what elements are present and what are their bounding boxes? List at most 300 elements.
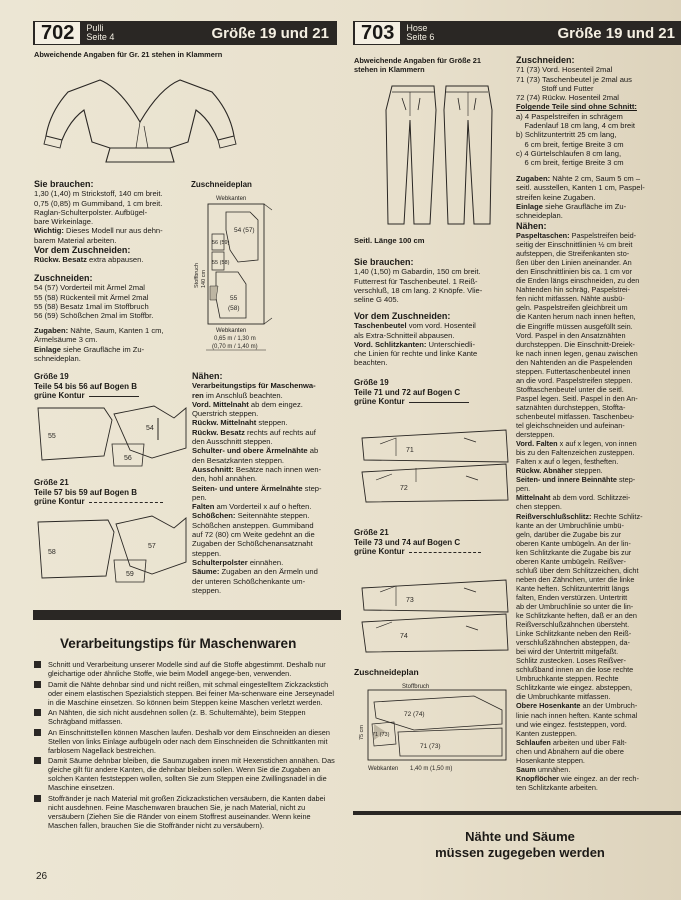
- line: Kanten zusteppen.: [516, 728, 577, 738]
- text-line: [516, 475, 680, 484]
- plan-piece-label: 71 (73): [420, 743, 441, 750]
- plan-piece-label: Webkanten: [368, 766, 399, 772]
- text-line: [516, 448, 680, 457]
- label: Seiten- und untere Ärmelnähte: [192, 483, 303, 493]
- tip-text: Schnitt und Verarbeitung unserer Modelle sind auf die Stoffe abgestimmt. Deshalb nur gleichartige oder ähnliche Stoffe, wie beim Modell angege-ben, verwenden.: [48, 660, 326, 678]
- text-line: [516, 376, 680, 385]
- label: ren: [192, 390, 204, 400]
- line: im Anschluß beachten.: [203, 390, 283, 400]
- line: Nähte 2 cm, Saum 5 cm –: [550, 174, 641, 183]
- text-line: [516, 502, 680, 511]
- line: Teile 73 und 74 auf Bogen C: [354, 537, 461, 547]
- line: schneideplan.: [34, 353, 81, 363]
- bullet-square-icon: [34, 661, 41, 668]
- line: ab dem eingez.: [248, 399, 303, 409]
- line: Ärmelsäume 3 cm.: [34, 335, 98, 345]
- text-line: [516, 629, 680, 638]
- line: step-: [616, 475, 636, 485]
- pattern-piece-label: 73: [406, 597, 414, 604]
- right-g21-pieces: [356, 558, 514, 658]
- right-sie-brauchen: [354, 258, 514, 304]
- line: Paspelstreifen beid-: [569, 231, 637, 241]
- plan-piece-label: 54 (57): [234, 227, 255, 234]
- tips-list: [34, 660, 340, 832]
- pattern-piece-label: 59: [126, 571, 134, 578]
- left-g19: [34, 372, 194, 401]
- bullet-square-icon: [34, 795, 41, 802]
- line: kante an der Umbruchlinie umbü-: [516, 520, 624, 530]
- line: 1,40 (1,50) m Gabardin, 150 cm breit.: [354, 267, 481, 277]
- bullet-square-icon: [34, 709, 41, 716]
- text-line: [516, 747, 680, 756]
- line: c) 4 Gürtelschlaufen 8 cm lang,: [516, 148, 622, 158]
- tip-item: [34, 660, 340, 678]
- left-naehen: [192, 372, 338, 595]
- line: ke Schlitzkante heften, daß er an den: [516, 611, 637, 621]
- line: 72 (74) Rückw. Hosenteil 2mal: [516, 93, 619, 103]
- label: Reißverschlußschlitz:: [516, 511, 592, 521]
- text-line: [192, 577, 338, 586]
- line: ken Schlitzkante die Zugabe bis zur: [516, 547, 632, 557]
- line: wie eingez. an der rech-: [558, 773, 639, 783]
- line: neben den Zähnchen, unter die linke: [516, 574, 635, 584]
- line: bis zu den Faltenzeichen zusteppen.: [516, 448, 635, 458]
- text-line: [192, 428, 338, 437]
- line: und wie eingez. feststeppen, vord.: [516, 719, 627, 729]
- text-line: [516, 466, 680, 475]
- text-line: [192, 539, 338, 548]
- label: Seiten- und innere Beinnähte: [516, 475, 617, 485]
- text-line: [516, 430, 680, 439]
- line: streifen keine Zugaben.: [516, 192, 596, 202]
- text-line: [192, 558, 338, 567]
- pulli-illustration: [40, 62, 240, 168]
- text-line: [192, 493, 338, 502]
- line: a) 4 Paspelstreifen in schrägem: [516, 111, 623, 121]
- left-zuschneiden: [34, 274, 184, 320]
- text-line: [516, 765, 680, 774]
- text-line: [516, 539, 680, 548]
- text-line: [516, 674, 680, 683]
- line: Zugaben an den Ärmeln und: [219, 567, 318, 577]
- line: schluß über dem Schlitzzeichen, dicht: [516, 565, 639, 575]
- plan-piece-label: (0,70 m / 1,40 m): [212, 344, 258, 350]
- header-labels: [86, 24, 114, 42]
- text-line: [516, 439, 680, 448]
- kontur-line: [409, 547, 481, 553]
- category: Pulli: [86, 23, 104, 33]
- right-g19-pieces: [356, 408, 514, 508]
- text-line: [516, 701, 680, 710]
- line: Linke Schlitzkante neben den Reiß-: [516, 629, 632, 639]
- line: umnähen.: [535, 764, 571, 774]
- plan-piece-label: 1,40 m (1,50 m): [410, 766, 453, 772]
- plan-piece-label: (58): [228, 305, 240, 312]
- text-line: [192, 381, 338, 390]
- plan-piece-label: Webkanten: [216, 196, 247, 202]
- text-line: [516, 738, 680, 747]
- label: Vord. Falten: [516, 439, 558, 449]
- pattern-piece-label: 72: [400, 485, 408, 492]
- plan-piece-label: 55: [230, 295, 238, 302]
- line: Stofftaschenbeutel unter die seitl.: [516, 384, 624, 394]
- line: geln, darüber die Zugabe bis zur: [516, 529, 622, 539]
- label: Säume:: [192, 567, 220, 577]
- heading: Sie brauchen:: [354, 257, 414, 267]
- line: siehe Graufläche im Zu-: [61, 344, 145, 354]
- text-line: [516, 575, 680, 584]
- text-line: [192, 586, 338, 595]
- label: Rückw. Besatz: [192, 427, 245, 437]
- line: Besätze nach innen wen-: [233, 464, 322, 474]
- line: den Nahtenden an die Paspelenden: [516, 357, 633, 367]
- text-line: [516, 521, 680, 530]
- heading: Vor dem Zuschneiden:: [354, 311, 451, 321]
- hose-illustration: [384, 80, 494, 230]
- line: den, hohl annähen.: [192, 474, 258, 484]
- kontur-row: [354, 547, 514, 557]
- label: Taschenbeutel: [354, 321, 407, 331]
- left-sie-brauchen: [34, 180, 182, 245]
- left-g21-pieces: [34, 512, 190, 588]
- label: Rückw. Abnäher: [516, 466, 573, 476]
- pattern-piece-label: 58: [48, 549, 56, 556]
- label: Ausschnitt:: [192, 464, 234, 474]
- text-line: [516, 620, 680, 629]
- label: Rückw. Mittelnaht: [192, 418, 257, 428]
- line: seitl. ausstellen, Kanten 1 cm, Paspel-: [516, 183, 645, 193]
- plan-piece-label: 75 cm: [359, 725, 365, 740]
- text-line: [516, 530, 680, 539]
- text-line: [516, 394, 680, 403]
- line: falten, Enden verstürzen. Untertritt: [516, 592, 628, 602]
- line: dersteppen.: [516, 430, 555, 440]
- line: grüne Kontur: [354, 547, 405, 556]
- left-g21: [34, 478, 194, 507]
- line: steppen.: [572, 466, 603, 476]
- line: Kante heften. Schlitzuntertritt längs: [516, 583, 630, 593]
- text-line: [516, 331, 680, 340]
- line: als Extra-Schnitteil abpausen.: [354, 330, 455, 340]
- line: barem Material arbeiten.: [34, 235, 117, 245]
- kontur-row: [354, 397, 514, 407]
- bullet-square-icon: [34, 729, 41, 736]
- line: Schlitz zustecken. Loses Reißver-: [516, 656, 626, 666]
- pattern-number: 703: [355, 22, 400, 44]
- text-line: [516, 403, 680, 412]
- page-ref: Seite 6: [406, 32, 435, 42]
- line: steppen.: [256, 418, 288, 428]
- pattern-piece-label: 55: [48, 433, 56, 440]
- line: Teile 57 bis 59 auf Bogen B: [34, 487, 137, 497]
- line: aufsteppen, die Streifenkanten sto-: [516, 249, 630, 259]
- text-line: [192, 437, 338, 446]
- line: Teile 54 bis 56 auf Bogen B: [34, 381, 137, 391]
- text-line: [192, 446, 338, 455]
- line: 54 (57) Vorderteil mit Ärmel 2mal: [34, 283, 145, 293]
- label: Zugaben:: [34, 326, 69, 335]
- pattern-piece-label: 56: [124, 455, 132, 462]
- line: 6 cm breit, fertige Breite 3 cm: [516, 139, 624, 149]
- line: Schlitzkante wie eingez. absteppen,: [516, 683, 633, 693]
- left-g19-pieces: [34, 400, 190, 470]
- line: 6 cm breit, fertige Breite 3 cm: [516, 158, 624, 168]
- line: ab der Umbruchlinie so unter die lin-: [516, 601, 634, 611]
- text-line: [354, 358, 514, 367]
- line: durchsteppen. Die Einschnitt-Dreiek-: [516, 339, 635, 349]
- plan-piece-label: 72 (74): [404, 711, 425, 718]
- label: Falten: [192, 502, 215, 512]
- right-zuschneiden: [516, 56, 680, 168]
- line: arbeiten und über Fält-: [550, 737, 627, 747]
- tip-item: [34, 708, 340, 726]
- plan-piece-label: 0,65 m / 1,30 m: [214, 336, 256, 342]
- heading: Zuschneiden:: [516, 55, 575, 65]
- heading: Größe 21: [34, 478, 69, 487]
- line: schlußband innen an die lose rechte: [516, 665, 634, 675]
- label: Vord. Mittelnaht: [192, 399, 249, 409]
- line: 71 (73) Vord. Hosenteil 2mal: [516, 65, 613, 75]
- bullet-square-icon: [34, 681, 41, 688]
- label: Rückw. Besatz: [34, 255, 87, 265]
- line: 71 (73) Taschenbeutel je 2mal aus: [516, 74, 632, 84]
- line: grüne Kontur: [34, 391, 85, 400]
- header-labels: [406, 24, 434, 42]
- category: Hose: [406, 23, 428, 33]
- text-line: [516, 267, 680, 276]
- line: rechts auf rechts auf: [244, 427, 316, 437]
- line: Seitennähte steppen.: [235, 511, 310, 521]
- line: x auf x legen, von innen: [557, 439, 637, 449]
- plan-piece-label: 71 (73): [372, 732, 390, 738]
- plan-piece-label: Stoffbruch: [402, 684, 430, 690]
- tips-bar: [33, 610, 341, 620]
- text-line: [192, 474, 338, 483]
- tip-item: [34, 728, 340, 755]
- text-line: [192, 391, 338, 400]
- plan-piece-label: 56 (59): [212, 240, 230, 246]
- line: oberen Kante umbügeln. Reißver-: [516, 556, 626, 566]
- label: Obere Hosenkante: [516, 701, 581, 711]
- heading: Zuschneiden:: [34, 273, 93, 283]
- tip-text: Damit die Nähte dehnbar sind und nicht reißen, mit schmal eingestelltem Zickzackstich oder einem elastischen Spezialstich steppen. Bei feiner Ma-schenware eine Jerseynadel in die Maschine einsetzen. So können beim Steppen keine Maschen verletzt werden.: [48, 679, 334, 707]
- line: ten Schlitzkante arbeiten.: [516, 782, 598, 792]
- text-line: [516, 566, 680, 575]
- label: Schulter- und obere Ärmelnähte: [192, 446, 308, 456]
- line: Querstrich steppen.: [192, 409, 259, 419]
- line: 1,30 (1,40) m Strickstoff, 140 cm breit.: [34, 189, 163, 199]
- text-line: [354, 321, 514, 330]
- line: ßen über den Linien aneinander. An: [516, 258, 632, 268]
- line: bei wird der Untertritt mitgefaßt.: [516, 647, 619, 657]
- text-line: [516, 557, 680, 566]
- line: siehe Graufläche im Zu-: [543, 201, 627, 211]
- tip-text: Stoffränder je nach Material mit großen Zickzackstichen versäubern, die Kanten dabei nicht ausdehnen. Feine Maschenwaren brauchen Sie, je nach Material, nicht zu versäubern (Ziehen Sie die Ränder von einem Stoffrest auseinander. Wenn keine Maschen fallen, brauchen Sie die Stoffränder nicht zu versäubern).: [48, 793, 326, 830]
- text-line: [516, 720, 680, 729]
- text-line: [516, 258, 680, 267]
- text-line: [516, 665, 680, 674]
- text-line: [516, 303, 680, 312]
- line: steppen.: [192, 548, 222, 558]
- header-703: [353, 21, 681, 45]
- bullet-square-icon: [34, 757, 41, 764]
- text-line: [516, 358, 680, 367]
- line: grüne Kontur: [34, 497, 85, 506]
- kontur-line: [89, 497, 163, 503]
- text-line: [516, 312, 680, 321]
- right-plan-title: Zuschneideplan: [354, 667, 419, 677]
- text-line: [516, 593, 680, 602]
- left-vor-zuschneiden: [34, 246, 184, 265]
- line: satznähten durchsteppen, Stoffta-: [516, 402, 626, 412]
- line: schneideplan.: [516, 211, 563, 221]
- text-line: [192, 530, 338, 539]
- line: steppen. Futtertaschenbeutel innen: [516, 366, 631, 376]
- text-line: [516, 729, 680, 738]
- right-naehen: [516, 222, 680, 792]
- line: Umbruchkante steppen. Rechte: [516, 674, 619, 684]
- label: Einlage: [34, 344, 62, 354]
- line: Zugaben der Schößchenansatznaht: [192, 539, 313, 549]
- text-line: [516, 683, 680, 692]
- text-line: [354, 331, 514, 340]
- text-line: [192, 511, 338, 520]
- line: chen steppen.: [516, 502, 562, 512]
- line: oberen Kante umbügeln. An der lin-: [516, 538, 631, 548]
- line: Schößchen ansteppen. Gummiband: [192, 520, 314, 530]
- label: Einlage: [516, 201, 544, 211]
- heading: Größe 19: [34, 372, 69, 381]
- text-line: [516, 656, 680, 665]
- heading: Nähen:: [192, 371, 223, 381]
- line: ab: [307, 446, 319, 456]
- left-cutting-plan: [186, 190, 334, 366]
- line: fen nicht mitfassen. Nähte ausbü-: [516, 294, 625, 304]
- tip-item: [34, 794, 340, 830]
- text-line: [516, 647, 680, 656]
- label: Schlaufen: [516, 737, 551, 747]
- label: Wichtig:: [34, 226, 64, 236]
- text-line: [516, 711, 680, 720]
- text-line: [516, 548, 680, 557]
- line: geln. Paspelstreifen gleichbreit um: [516, 303, 628, 313]
- line: linie nach innen heften. Kante schmal: [516, 710, 638, 720]
- heading: Größe 19: [354, 378, 389, 387]
- line: beachten.: [354, 358, 388, 368]
- text-line: [516, 484, 680, 493]
- text-line: [192, 409, 338, 418]
- label: Schulterpolster: [192, 557, 248, 567]
- text-line: [516, 512, 680, 521]
- line: die Enden längs einschneiden, zu den: [516, 276, 640, 286]
- text-line: [516, 340, 680, 349]
- label: Schößchen:: [192, 511, 236, 521]
- line: Vord. Paspel in den Ansatznähten: [516, 330, 626, 340]
- line: 55 (58) Rückenteil mit Ärmel 2mal: [34, 292, 149, 302]
- text-line: [192, 456, 338, 465]
- right-g21: [354, 528, 514, 557]
- line: schenbeutel mitfassen. Taschenbeu-: [516, 411, 635, 421]
- line: den Besatzkanten steppen.: [192, 455, 285, 465]
- text-line: [516, 294, 680, 303]
- text-line: [516, 421, 680, 430]
- line: stehen in Klammern: [354, 65, 425, 75]
- page-number: 26: [36, 871, 48, 882]
- line: Hosenkante steppen.: [516, 755, 585, 765]
- line: Falten x auf o legen, festheften.: [516, 457, 619, 467]
- line: bare Wirkeinlage.: [34, 217, 94, 227]
- line: Nähte und Säume: [465, 829, 575, 844]
- line: step-: [302, 483, 322, 493]
- line: verschlußzähnchen absteppen, da-: [516, 638, 630, 648]
- text-line: [516, 385, 680, 394]
- text-line: [516, 584, 680, 593]
- pattern-piece-label: 54: [146, 425, 154, 432]
- text-line: [516, 276, 680, 285]
- line: Nahtenden hin schräg, Paspelstrei-: [516, 285, 630, 295]
- line: Reißverschlußzähnchen übersteht.: [516, 620, 630, 630]
- text-line: [516, 602, 680, 611]
- line: die Eingriffe müssen ausgefüllt sein.: [516, 321, 633, 331]
- label: Saum: [516, 764, 536, 774]
- line: die Umbruchkante mitfassen.: [516, 692, 611, 702]
- pattern-number: 702: [35, 22, 80, 44]
- text-line: [192, 465, 338, 474]
- bottom-note: [360, 829, 680, 861]
- line: an der Umbruch-: [580, 701, 638, 711]
- text-line: [516, 412, 680, 421]
- line: steppen.: [192, 585, 222, 595]
- label: Zugaben:: [516, 174, 551, 183]
- header-702: [33, 21, 337, 45]
- text-line: [192, 567, 338, 576]
- kontur-line: [409, 397, 469, 403]
- seitl-laenge: Seitl. Länge 100 cm: [354, 236, 425, 245]
- line: 55 (58) Besatz 1mal im Stoffbruch: [34, 301, 149, 311]
- text-line: [516, 638, 680, 647]
- heading: Sie brauchen:: [34, 179, 94, 189]
- right-cutting-plan: [354, 680, 514, 776]
- line: Dieses Modell nur aus dehn-: [66, 226, 163, 236]
- text-line: [516, 457, 680, 466]
- right-zugaben: [516, 174, 680, 220]
- left-plan-title: Zuschneideplan: [191, 180, 252, 189]
- right-vor-zuschneiden: [354, 312, 514, 368]
- line: b) Schlitzuntertritt 25 cm lang,: [516, 130, 617, 140]
- kontur-line: [89, 391, 139, 397]
- line: müssen zugegeben werden: [435, 845, 605, 860]
- line: Unterschiedli-: [426, 339, 475, 349]
- text-line: [516, 285, 680, 294]
- text-line: [354, 340, 514, 349]
- line: Stoff und Futter: [516, 83, 594, 93]
- left-note: Abweichende Angaben für Gr. 21 stehen in Klammern: [34, 50, 223, 59]
- line: Abweichende Angaben für Größe 21: [354, 56, 482, 65]
- line: ab dem vord. Schlitzzei-: [550, 493, 631, 503]
- page-ref: Seite 4: [86, 32, 115, 42]
- label: Mittelnaht: [516, 493, 551, 503]
- plan-piece-label: Stoffbruch: [194, 263, 200, 288]
- line: verschluß, 18 cm lang. 2 Knöpfe. Vlie-: [354, 285, 483, 295]
- line: Nähte, Saum, Kanten 1 cm,: [68, 326, 164, 335]
- tip-item: [34, 680, 340, 707]
- pattern-piece-label: 71: [406, 447, 414, 454]
- plan-piece-label: 55 (58): [212, 260, 230, 266]
- line: 56 (59) Schößchen 2mal im Stoffbr.: [34, 311, 154, 321]
- line: seitig der Einschnittlinien ½ cm breit: [516, 240, 633, 250]
- plan-piece-label: Webkanten: [216, 328, 247, 334]
- pattern-piece-label: 57: [148, 543, 156, 550]
